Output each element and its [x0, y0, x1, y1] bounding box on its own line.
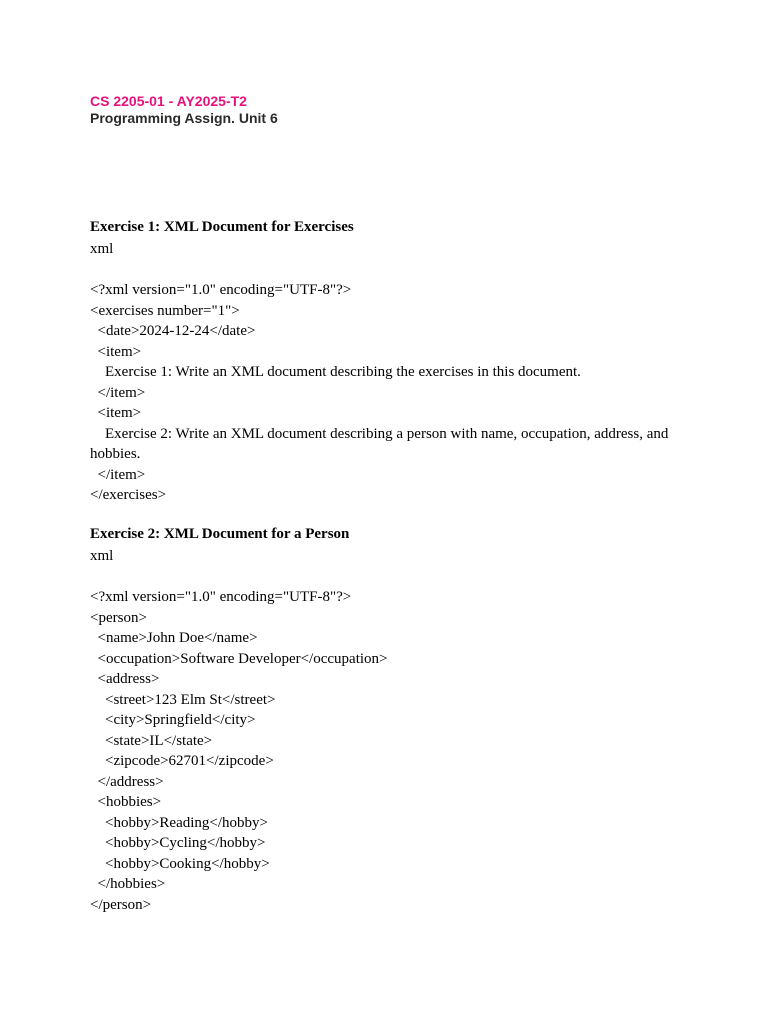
exercise-1-section [90, 216, 690, 506]
course-code: CS 2205-01 - AY2025-T2 [90, 93, 247, 109]
exercise-2-language-label: xml [90, 548, 114, 564]
exercise-2-title: Exercise 2: XML Document for a Person [90, 526, 350, 542]
assignment-title: Programming Assign. Unit 6 [90, 110, 278, 126]
exercise-1-language-label: xml [90, 241, 114, 257]
exercise-2-section [90, 523, 690, 915]
exercise-1-title: Exercise 1: XML Document for Exercises [90, 219, 354, 235]
exercise-2-code-block: <?xml version="1.0" encoding="UTF-8"?> <person> <name>John Doe</name> <occupation>Software Developer</occupation> <address> <street>123 Elm St</street> <city>Springfield</city> <state>IL</state> <zipcode>62701</zipcode> </address> <hobbies> <hobby>Reading</hobby> <hobby>Cycling</hobby> <hobby>Cooking</hobby> </hobbies> </person> [90, 589, 388, 913]
document-header [90, 93, 278, 127]
exercise-1-code-block: <?xml version="1.0" encoding="UTF-8"?> <exercises number="1"> <date>2024-12-24</date> <item> Exercise 1: Write an XML document describing the exercises in this document. </item> <item> Exercise 2: Write an XML document describing a person with name, occupation, address, and hobbies. </item> </exercises> [90, 282, 669, 503]
